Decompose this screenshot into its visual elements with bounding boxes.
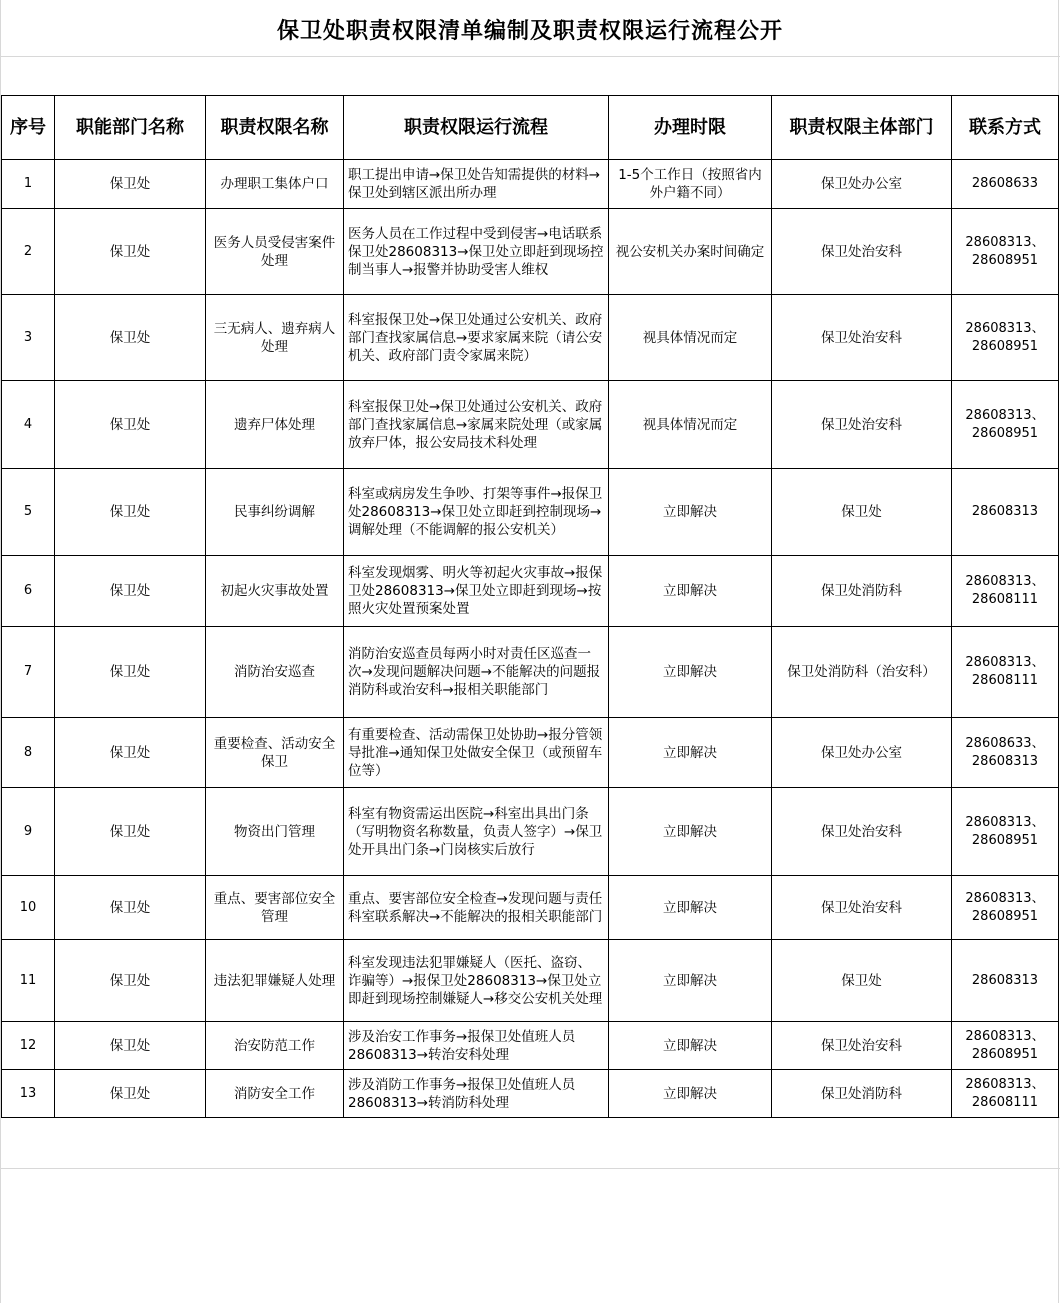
cell-index: 9	[2, 788, 55, 876]
cell-contact: 28608313	[952, 940, 1059, 1022]
cell-index: 1	[2, 160, 55, 209]
cell-department: 保卫处	[55, 160, 206, 209]
cell-contact: 28608313、28608951	[952, 295, 1059, 381]
table-row	[2, 469, 1059, 556]
cell-contact: 28608633、28608313	[952, 718, 1059, 788]
gridline	[0, 1168, 1060, 1169]
cell-contact: 28608313、28608951	[952, 1022, 1059, 1070]
cell-duty-name: 治安防范工作	[206, 1022, 344, 1070]
header-cell: 联系方式	[952, 96, 1059, 160]
cell-time-limit: 立即解决	[609, 469, 772, 556]
cell-contact: 28608313、28608951	[952, 209, 1059, 295]
cell-contact: 28608313、28608111	[952, 1070, 1059, 1118]
table-row	[2, 209, 1059, 295]
cell-duty-name: 违法犯罪嫌疑人处理	[206, 940, 344, 1022]
table-row	[2, 381, 1059, 469]
sheet-title: 保卫处职责权限清单编制及职责权限运行流程公开	[276, 18, 783, 44]
cell-duty-name: 办理职工集体户口	[206, 160, 344, 209]
cell-index: 12	[2, 1022, 55, 1070]
cell-duty-name: 消防安全工作	[206, 1070, 344, 1118]
cell-owner-dept: 保卫处治安科	[772, 381, 952, 469]
table-row	[2, 1022, 1059, 1070]
cell-time-limit: 视公安机关办案时间确定	[609, 209, 772, 295]
cell-department: 保卫处	[55, 1070, 206, 1118]
table-row	[2, 556, 1059, 627]
header-cell: 职责权限运行流程	[344, 96, 609, 160]
cell-department: 保卫处	[55, 1022, 206, 1070]
cell-duty-name: 民事纠纷调解	[206, 469, 344, 556]
cell-department: 保卫处	[55, 940, 206, 1022]
cell-contact: 28608313、28608951	[952, 876, 1059, 940]
cell-flow: 科室有物资需运出医院→科室出具出门条（写明物资名称数量，负责人签字）→保卫处开具出门条→门岗核实后放行	[344, 788, 609, 876]
cell-time-limit: 立即解决	[609, 940, 772, 1022]
cell-contact: 28608313、28608111	[952, 556, 1059, 627]
cell-department: 保卫处	[55, 381, 206, 469]
table-row	[2, 718, 1059, 788]
cell-department: 保卫处	[55, 788, 206, 876]
table-row	[2, 295, 1059, 381]
cell-index: 11	[2, 940, 55, 1022]
cell-duty-name: 物资出门管理	[206, 788, 344, 876]
cell-contact: 28608633	[952, 160, 1059, 209]
cell-owner-dept: 保卫处	[772, 940, 952, 1022]
cell-index: 3	[2, 295, 55, 381]
cell-time-limit: 立即解决	[609, 718, 772, 788]
cell-contact: 28608313、28608951	[952, 381, 1059, 469]
table-row	[2, 160, 1059, 209]
cell-contact: 28608313、28608951	[952, 788, 1059, 876]
cell-owner-dept: 保卫处办公室	[772, 718, 952, 788]
cell-flow: 涉及消防工作事务→报保卫处值班人员28608313→转消防科处理	[344, 1070, 609, 1118]
cell-department: 保卫处	[55, 627, 206, 718]
cell-flow: 消防治安巡查员每两小时对责任区巡查一次→发现问题解决问题→不能解决的问题报消防科或治安科→报相关职能部门	[344, 627, 609, 718]
cell-duty-name: 遗弃尸体处理	[206, 381, 344, 469]
cell-duty-name: 重点、要害部位安全管理	[206, 876, 344, 940]
cell-index: 5	[2, 469, 55, 556]
cell-flow: 科室发现烟雾、明火等初起火灾事故→报保卫处28608313→保卫处立即赶到现场→按照火灾处置预案处置	[344, 556, 609, 627]
gridline	[0, 56, 1060, 57]
cell-owner-dept: 保卫处消防科	[772, 556, 952, 627]
cell-department: 保卫处	[55, 718, 206, 788]
cell-department: 保卫处	[55, 469, 206, 556]
header-cell: 职责权限名称	[206, 96, 344, 160]
cell-contact: 28608313、28608111	[952, 627, 1059, 718]
table-row	[2, 788, 1059, 876]
header-cell: 职责权限主体部门	[772, 96, 952, 160]
cell-time-limit: 立即解决	[609, 556, 772, 627]
cell-index: 2	[2, 209, 55, 295]
cell-index: 6	[2, 556, 55, 627]
cell-flow: 科室报保卫处→保卫处通过公安机关、政府部门查找家属信息→家属来院处理（或家属放弃尸体，报公安局技术科处理	[344, 381, 609, 469]
cell-owner-dept: 保卫处治安科	[772, 209, 952, 295]
cell-department: 保卫处	[55, 556, 206, 627]
table-row	[2, 940, 1059, 1022]
cell-department: 保卫处	[55, 876, 206, 940]
cell-time-limit: 立即解决	[609, 1022, 772, 1070]
cell-flow: 医务人员在工作过程中受到侵害→电话联系保卫处28608313→保卫处立即赶到现场控制当事人→报警并协助受害人维权	[344, 209, 609, 295]
cell-time-limit: 1-5个工作日（按照省内外户籍不同）	[609, 160, 772, 209]
cell-owner-dept: 保卫处办公室	[772, 160, 952, 209]
cell-time-limit: 立即解决	[609, 876, 772, 940]
table-header-row	[2, 96, 1059, 160]
cell-flow: 科室报保卫处→保卫处通过公安机关、政府部门查找家属信息→要求家属来院（请公安机关、政府部门责令家属来院）	[344, 295, 609, 381]
cell-owner-dept: 保卫处治安科	[772, 876, 952, 940]
cell-owner-dept: 保卫处消防科（治安科）	[772, 627, 952, 718]
cell-flow: 科室或病房发生争吵、打架等事件→报保卫处28608313→保卫处立即赶到控制现场→调解处理（不能调解的报公安机关）	[344, 469, 609, 556]
cell-owner-dept: 保卫处治安科	[772, 1022, 952, 1070]
duty-table	[1, 95, 1059, 1118]
cell-time-limit: 视具体情况而定	[609, 381, 772, 469]
cell-department: 保卫处	[55, 295, 206, 381]
cell-duty-name: 消防治安巡查	[206, 627, 344, 718]
cell-flow: 有重要检查、活动需保卫处协助→报分管领导批准→通知保卫处做安全保卫（或预留车位等）	[344, 718, 609, 788]
cell-flow: 涉及治安工作事务→报保卫处值班人员28608313→转治安科处理	[344, 1022, 609, 1070]
cell-department: 保卫处	[55, 209, 206, 295]
cell-index: 10	[2, 876, 55, 940]
cell-duty-name: 三无病人、遗弃病人处理	[206, 295, 344, 381]
table-row	[2, 876, 1059, 940]
table-row	[2, 627, 1059, 718]
header-cell: 序号	[2, 96, 55, 160]
table-row	[2, 1070, 1059, 1118]
cell-duty-name: 初起火灾事故处置	[206, 556, 344, 627]
cell-flow: 重点、要害部位安全检查→发现问题与责任科室联系解决→不能解决的报相关职能部门	[344, 876, 609, 940]
cell-time-limit: 立即解决	[609, 627, 772, 718]
cell-index: 13	[2, 1070, 55, 1118]
cell-duty-name: 重要检查、活动安全保卫	[206, 718, 344, 788]
header-cell: 职能部门名称	[55, 96, 206, 160]
cell-contact: 28608313	[952, 469, 1059, 556]
cell-time-limit: 立即解决	[609, 788, 772, 876]
cell-owner-dept: 保卫处治安科	[772, 788, 952, 876]
cell-owner-dept: 保卫处治安科	[772, 295, 952, 381]
cell-time-limit: 立即解决	[609, 1070, 772, 1118]
cell-duty-name: 医务人员受侵害案件处理	[206, 209, 344, 295]
header-cell: 办理时限	[609, 96, 772, 160]
cell-flow: 科室发现违法犯罪嫌疑人（医托、盗窃、诈骗等）→报保卫处28608313→保卫处立即赶到现场控制嫌疑人→移交公安机关处理	[344, 940, 609, 1022]
cell-flow: 职工提出申请→保卫处告知需提供的材料→保卫处到辖区派出所办理	[344, 160, 609, 209]
cell-owner-dept: 保卫处	[772, 469, 952, 556]
cell-index: 7	[2, 627, 55, 718]
cell-index: 8	[2, 718, 55, 788]
cell-time-limit: 视具体情况而定	[609, 295, 772, 381]
cell-index: 4	[2, 381, 55, 469]
cell-owner-dept: 保卫处消防科	[772, 1070, 952, 1118]
